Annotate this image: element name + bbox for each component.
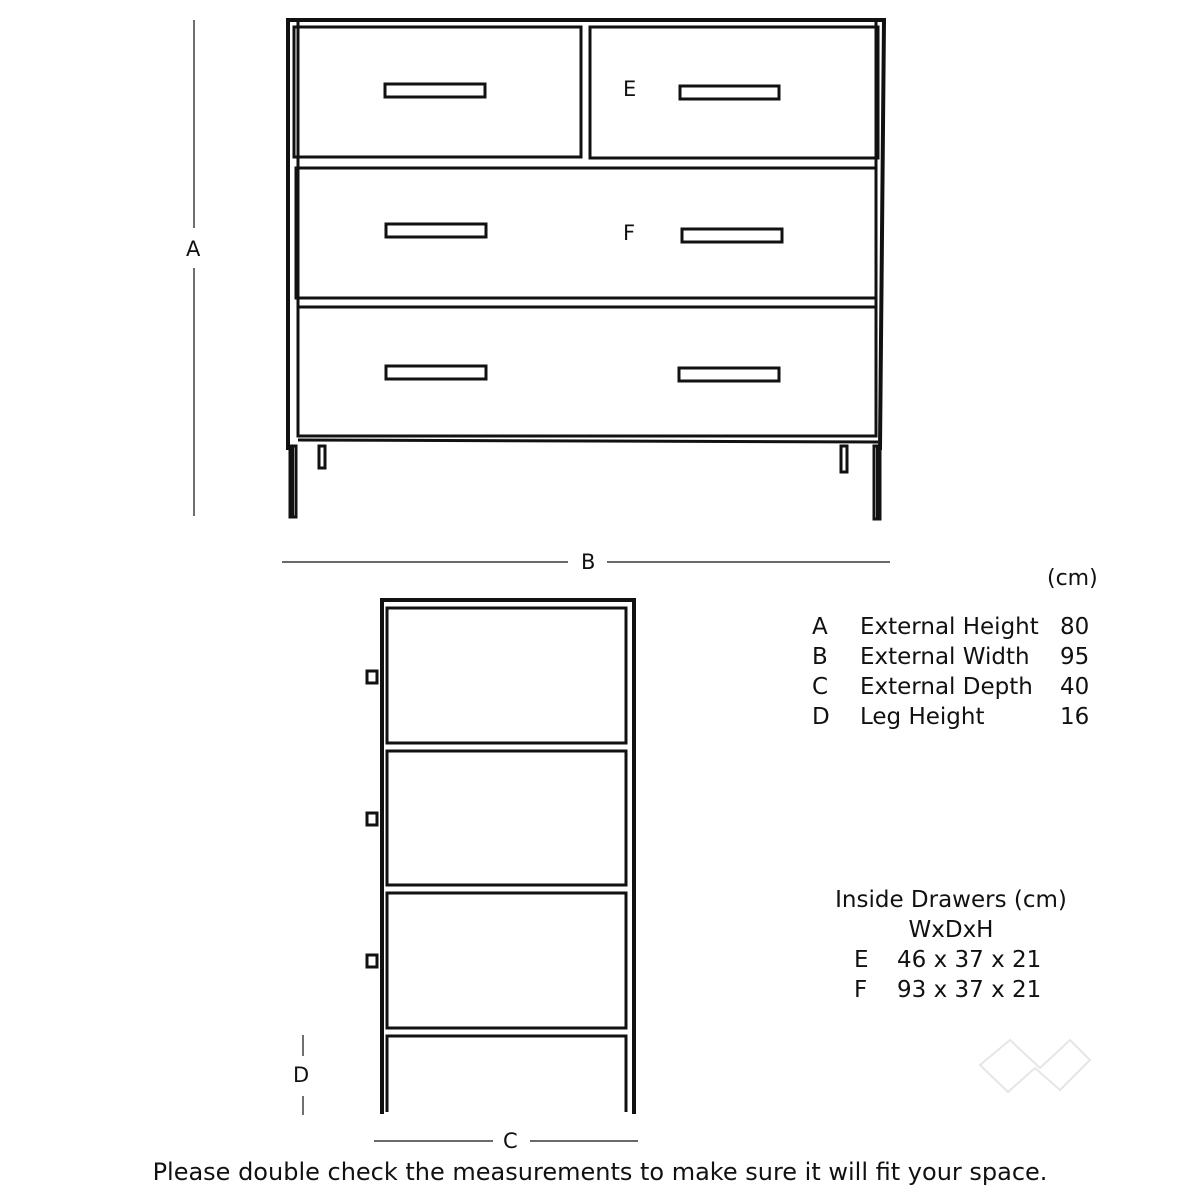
label-a: A	[186, 237, 201, 261]
inside-drawers-format: WxDxH	[908, 917, 994, 943]
dimension-value: 40	[1060, 674, 1090, 700]
side-drawer-middle	[387, 751, 626, 885]
side-handle	[367, 671, 377, 683]
side-handle	[367, 813, 377, 825]
footer-note: Please double check the measurements to make sure it will fit your space.	[152, 1158, 1048, 1186]
drawer-top-left	[294, 27, 581, 157]
dimension-key: B	[812, 644, 828, 670]
front-base-rail	[298, 440, 878, 442]
dimension-key: D	[812, 704, 830, 730]
dimension-key: A	[812, 614, 828, 640]
inside-drawers-block	[820, 885, 1082, 1005]
side-frame-inner	[387, 1036, 626, 1112]
unit-label: (cm)	[1047, 566, 1098, 591]
side-drawer-bottom	[387, 893, 626, 1028]
label-d: D	[293, 1063, 310, 1087]
inside-drawer-row	[820, 945, 1082, 975]
handle	[386, 366, 486, 379]
front-frame	[288, 20, 884, 519]
dimension-name: Leg Height	[860, 704, 985, 730]
front-inner-leg-right	[841, 446, 847, 472]
handle	[385, 84, 485, 97]
dimension-name: External Width	[860, 644, 1030, 670]
handle	[682, 229, 782, 242]
side-handle	[367, 955, 377, 967]
dimension-name: External Depth	[860, 674, 1033, 700]
inside-drawer-key: E	[854, 947, 869, 973]
inside-drawer-value: 46 x 37 x 21	[897, 947, 1042, 973]
dimension-key: C	[812, 674, 829, 700]
inside-drawer-value: 93 x 37 x 21	[897, 977, 1042, 1003]
inside-drawers-title: Inside Drawers (cm)	[835, 887, 1067, 913]
handle	[679, 368, 779, 381]
label-b: B	[581, 550, 596, 574]
dimension-value: 95	[1060, 644, 1090, 670]
dimension-name: External Height	[860, 614, 1039, 640]
label-e: E	[623, 77, 637, 101]
dimension-value: 80	[1060, 614, 1090, 640]
front-inner-leg-left	[319, 446, 325, 468]
handle	[386, 224, 486, 237]
inside-drawer-row	[820, 975, 1082, 1005]
drawer-middle	[296, 168, 876, 298]
handle	[680, 86, 779, 99]
label-f: F	[623, 221, 636, 245]
inside-drawer-key: F	[854, 977, 868, 1003]
watermark-logo	[980, 1040, 1090, 1092]
dimension-value: 16	[1060, 704, 1090, 730]
side-drawer-top	[387, 608, 626, 743]
label-c: C	[503, 1129, 518, 1153]
